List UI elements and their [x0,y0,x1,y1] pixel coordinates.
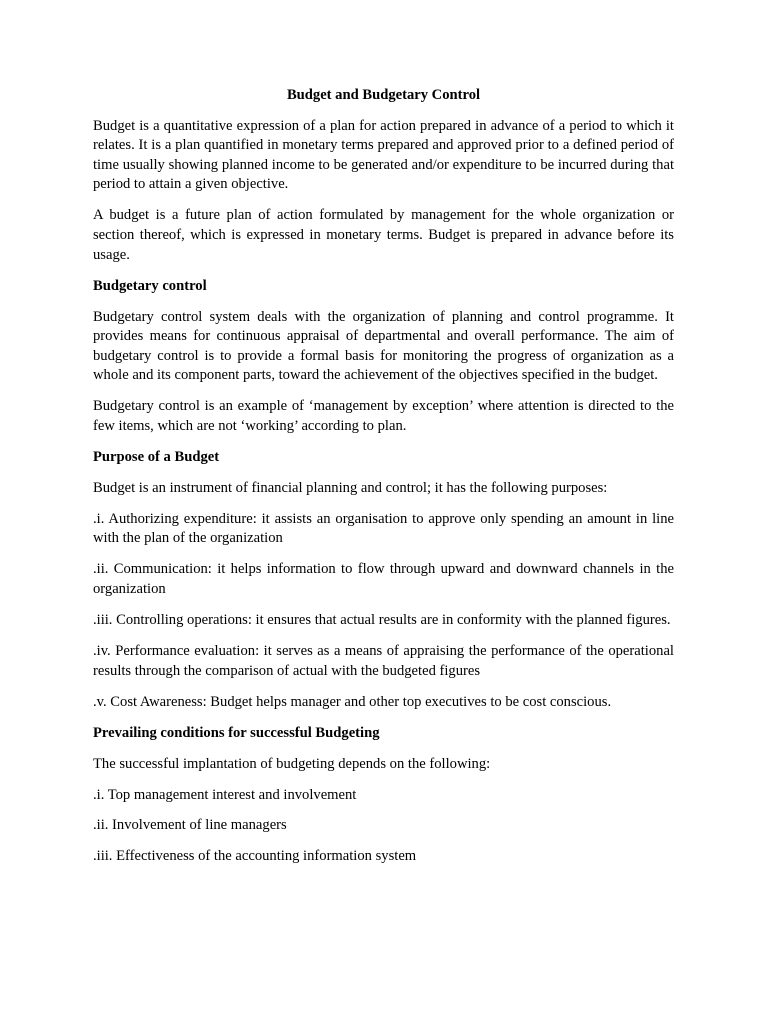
purpose-item: .i. Authorizing expenditure: it assists an organisation to approve only spending an amount in line with the plan of the organization [93,510,674,547]
section-heading-budgetary-control: Budgetary control [93,277,207,294]
conditions-item: .i. Top management interest and involvement [93,786,357,803]
purpose-intro: Budget is an instrument of financial planning and control; it has the following purposes: [93,479,608,496]
document-title: Budget and Budgetary Control [286,87,481,103]
budgetary-control-paragraph-2: Budgetary control is an example of ‘management by exception’ where attention is directed to the few items, which are not ‘working’ according to plan. [93,398,674,434]
purpose-item: .ii. Communication: it helps information to flow through upward and downward channels in the organization [93,561,674,597]
purpose-item: .iv. Performance evaluation: it serves as a means of appraising the performance of the operational results through the comparison of actual with the budgeted figures [93,642,674,679]
section-heading-conditions: Prevailing conditions for successful Budgeting [93,724,380,741]
intro-paragraph-2: A budget is a future plan of action formulated by management for the whole organization or section thereof, which is expressed in monetary terms. Budget is prepared in advance before its usage. [93,207,674,263]
budgetary-control-paragraph-1: Budgetary control system deals with the organization of planning and control programme. It provides means for continuous appraisal of departmental and overall performance. The aim of budgetary control is to provide a formal basis for monitoring the progress of organization as a whole and its component parts, toward the achievement of the objectives specified in the budget. [93,308,674,384]
conditions-intro: The successful implantation of budgeting depends on the following: [93,755,491,772]
intro-paragraph-1: Budget is a quantitative expression of a plan for action prepared in advance of a period to which it relates. It is a plan quantified in monetary terms prepared and approved prior to a defined period of time usually showing planned income to be generated and/or expenditure to be incurred during that period to attain a given objective. [93,117,674,193]
document-page [93,86,674,878]
section-heading-purpose: Purpose of a Budget [93,448,220,465]
conditions-item: .ii. Involvement of line managers [93,817,287,834]
conditions-item: .iii. Effectiveness of the accounting information system [93,848,417,865]
purpose-item: .iii. Controlling operations: it ensures that actual results are in conformity with the planned figures. [93,611,671,628]
purpose-item: .v. Cost Awareness: Budget helps manager and other top executives to be cost conscious. [93,693,612,710]
